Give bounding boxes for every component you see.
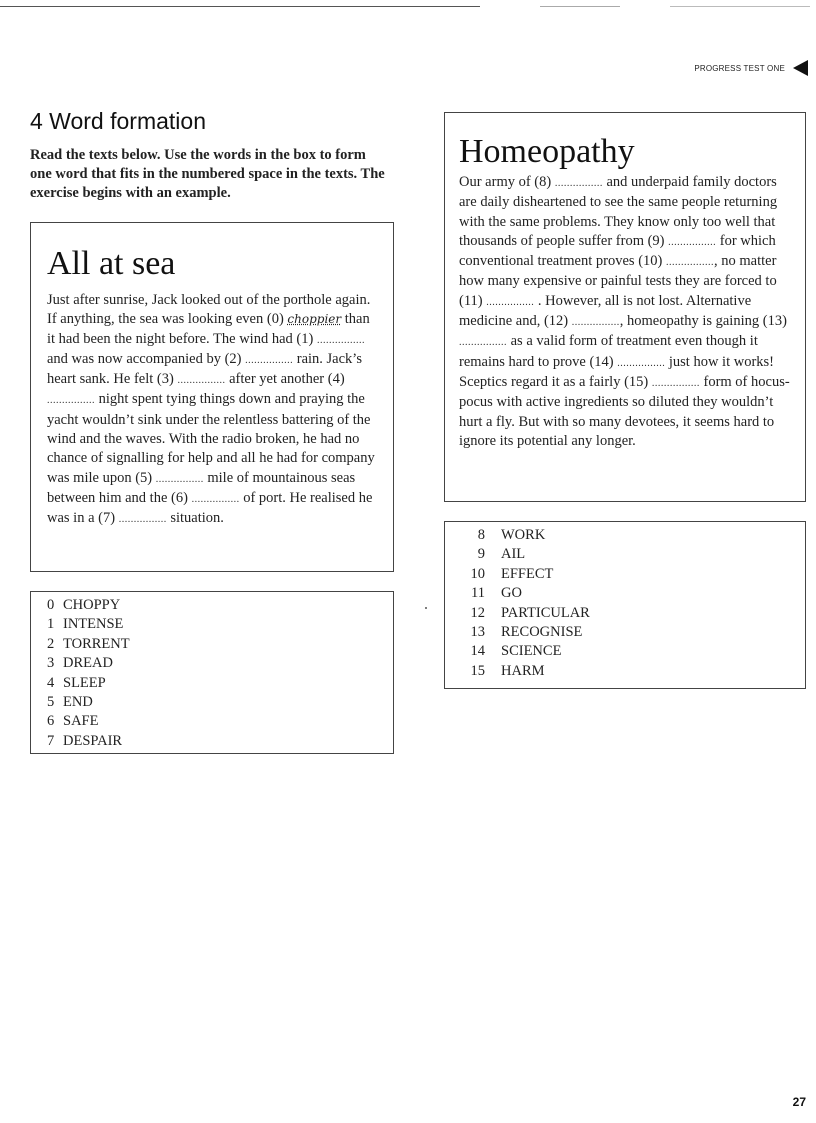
gap-number: (0) <box>266 311 284 328</box>
word-row <box>47 654 383 673</box>
word-number: 15 <box>470 662 485 679</box>
word-number: 9 <box>477 546 485 563</box>
left-arrow-icon <box>793 60 808 76</box>
word-box-right <box>444 521 806 689</box>
answer-blank[interactable]: ................ <box>668 236 717 248</box>
story-text <box>47 291 379 530</box>
word-number: 3 <box>47 655 55 672</box>
word-number: 11 <box>471 585 485 602</box>
text-box-homeopathy <box>444 112 806 502</box>
stem-word: TORRENT <box>63 635 130 652</box>
stem-word: WORK <box>501 527 546 543</box>
answer-blank[interactable]: ................ <box>665 257 714 269</box>
word-number: 8 <box>477 527 485 543</box>
text-segment: , no matter how many expensive or painful tests they are forced to <box>459 253 777 290</box>
stem-word: SAFE <box>63 713 99 730</box>
story-title: Homeopathy <box>459 133 635 170</box>
answer-blank[interactable]: ................ <box>554 178 603 189</box>
word-row <box>461 662 795 681</box>
word-row <box>47 693 383 712</box>
answer-blank[interactable]: ................ <box>118 514 167 526</box>
text-segment: and underpaid family doctors are daily disheartened to see the same people returning with the same problems. They know only too well that thousands of people suffer from <box>459 174 778 249</box>
word-row <box>461 604 795 623</box>
word-number: 14 <box>470 643 485 660</box>
answer-blank[interactable]: ................ <box>486 296 535 308</box>
answer-blank[interactable]: ................ <box>651 377 700 389</box>
word-row <box>461 545 795 564</box>
word-number: 4 <box>47 674 55 691</box>
text-segment: form of hocus-pocus with active ingredients so diluted they wouldn’t hurt a fly. But with so many devotees, it seems hard to ignore its potential any longer. <box>459 373 790 449</box>
top-rule <box>0 6 480 7</box>
answer-blank[interactable]: ................ <box>245 354 294 366</box>
word-number: 0 <box>47 597 55 613</box>
gap-number: (12) <box>543 313 569 330</box>
answer-blank[interactable]: ................ <box>459 337 507 349</box>
text-segment: Just after sunrise, Jack looked out of the porthole again. If anything, the sea was looking even <box>47 292 371 328</box>
story-text <box>459 173 793 451</box>
gap-number: (15) <box>624 373 649 390</box>
stem-word: CHOPPY <box>63 597 121 613</box>
text-segment: , homeopathy is gaining <box>619 313 760 330</box>
text-segment: and was now accompanied by <box>47 350 221 367</box>
answer-blank[interactable]: ................ <box>47 395 95 407</box>
stem-word: SCIENCE <box>501 643 562 660</box>
word-row <box>461 642 795 661</box>
word-number: 13 <box>470 624 485 641</box>
gap-number: (14) <box>589 353 614 370</box>
stem-word: SLEEP <box>63 674 106 691</box>
text-segment: of port. He realised he was in a <box>47 489 373 527</box>
answer-blank[interactable]: ................ <box>155 473 204 485</box>
stem-word: PARTICULAR <box>501 604 590 621</box>
gap-number: (7) <box>98 510 116 527</box>
gap-number: (3) <box>156 371 174 388</box>
word-number: 2 <box>47 635 55 652</box>
stem-word: INTENSE <box>63 616 124 633</box>
gap-number: (2) <box>224 350 242 367</box>
word-row <box>47 615 383 634</box>
gap-number: (13) <box>762 313 787 330</box>
gap-number: (1) <box>296 330 314 347</box>
stem-word: DESPAIR <box>63 732 123 749</box>
answer-blank[interactable]: ................ <box>191 493 240 505</box>
word-row <box>47 712 383 731</box>
word-row <box>461 623 795 642</box>
story-title: All at sea <box>47 245 176 282</box>
stem-word: RECOGNISE <box>501 624 583 641</box>
stem-word: DREAD <box>63 655 113 672</box>
text-segment: as a valid form of treatment even though it remains hard to prove <box>459 333 758 370</box>
gap-number: (9) <box>647 232 665 249</box>
text-segment: mile of mountainous seas between him and the <box>47 469 356 506</box>
gap-number: (5) <box>135 469 153 486</box>
answer-blank[interactable]: ................ <box>571 317 620 329</box>
word-row <box>47 732 383 751</box>
stem-word: AIL <box>501 546 526 563</box>
word-row <box>461 584 795 603</box>
top-rule-faint-right <box>670 6 810 7</box>
running-title: PROGRESS TEST ONE <box>694 63 785 73</box>
section-title: 4 Word formation <box>30 108 206 134</box>
instructions: Read the texts below. Use the words in the box to form one word that fits in the numbered space in the texts. The exercise begins with an example. <box>30 147 385 201</box>
word-number: 6 <box>47 713 55 730</box>
text-segment: Our army of <box>459 174 531 190</box>
stem-word: HARM <box>501 662 545 679</box>
word-number: 10 <box>470 565 485 582</box>
word-row <box>461 565 795 584</box>
word-number: 1 <box>47 616 55 633</box>
answer-blank[interactable]: ................ <box>617 357 666 369</box>
text-segment: night spent tying things down and praying the yacht wouldn’t sink under the relentless battering of the wind and the waves. With the radio broken, he had no chance of signalling for help and all he had for company was mile upon <box>47 391 375 486</box>
answer-blank[interactable]: ................ <box>316 334 365 346</box>
text-segment: than it had been the night before. The wind had <box>47 311 370 347</box>
gap-number: (11) <box>459 292 483 309</box>
text-segment: rain. Jack’s heart sank. He felt <box>47 350 362 388</box>
answer-blank[interactable]: ................ <box>177 375 226 387</box>
word-row <box>47 674 383 693</box>
word-row <box>47 596 383 615</box>
example-answer: choppier <box>287 312 342 327</box>
word-number: 7 <box>47 732 55 749</box>
text-segment: just how it works! Sceptics regard it as a fairly <box>459 353 775 390</box>
text-box-all-at-sea <box>30 222 394 572</box>
text-segment: . However, all is not lost. Alternative medicine and, <box>459 292 752 330</box>
word-row <box>47 635 383 654</box>
word-number: 5 <box>47 694 55 711</box>
word-box-left <box>30 591 394 754</box>
text-segment: situation. <box>170 510 224 527</box>
stray-mark <box>425 607 427 609</box>
stem-word: END <box>63 694 93 711</box>
word-number: 12 <box>470 604 485 621</box>
word-row <box>461 526 795 545</box>
top-rule-faint <box>540 6 620 7</box>
stem-word: GO <box>501 585 522 602</box>
gap-number: (4) <box>327 371 345 388</box>
running-head <box>694 60 808 76</box>
stem-word: EFFECT <box>501 565 554 582</box>
gap-number: (8) <box>534 174 552 190</box>
text-segment: after yet another <box>229 371 325 388</box>
page-number: 27 <box>792 1095 806 1109</box>
text-segment: for which conventional treatment proves <box>459 232 776 270</box>
gap-number: (10) <box>638 253 663 270</box>
gap-number: (6) <box>171 489 188 506</box>
